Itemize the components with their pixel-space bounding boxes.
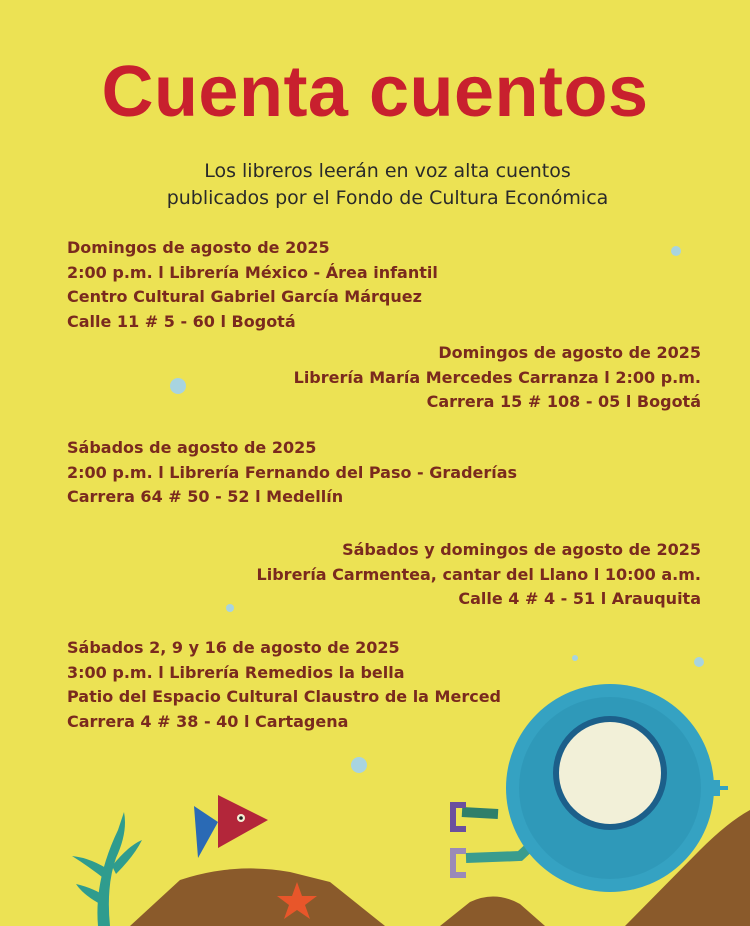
event-place: Patio del Espacio Cultural Claustro de la Merced	[67, 687, 501, 706]
event-date: Sábados de agosto de 2025	[67, 438, 317, 457]
poster-title: Cuenta cuentos	[101, 52, 649, 132]
event-venue: Librería Carmentea, cantar del Llano l 10:00 a.m.	[256, 564, 701, 584]
event-place: Centro Cultural Gabriel García Márquez	[67, 287, 422, 306]
event-venue: 2:00 p.m. l Librería Fernando del Paso - Graderías	[67, 462, 518, 482]
event-address: Carrera 15 # 108 - 05 l Bogotá	[426, 392, 701, 411]
event-date: Sábados 2, 9 y 16 de agosto de 2025	[67, 638, 400, 657]
subtitle-line: publicados por el Fondo de Cultura Económica	[166, 187, 609, 209]
event-address: Carrera 4 # 38 - 40 l Cartagena	[67, 711, 349, 731]
event-venue: 2:00 p.m. l Librería México - Área infantil	[67, 262, 438, 282]
event-date: Sábados y domingos de agosto de 2025	[342, 540, 701, 559]
event-bogota-libreria-mexico	[67, 236, 438, 334]
event-venue: 3:00 p.m. l Librería Remedios la bella	[67, 662, 405, 682]
event-cartagena-remedios-la-bella	[67, 636, 501, 734]
seaweed-icon	[72, 812, 142, 926]
event-address: Calle 4 # 4 - 51 l Arauquita	[458, 589, 701, 608]
fish-icon	[194, 795, 268, 858]
event-medellin-fernando-del-paso	[67, 436, 517, 510]
subtitle-line: Los libreros leerán en voz alta cuentos	[204, 160, 571, 182]
event-venue: Librería María Mercedes Carranza l 2:00 p.m.	[293, 367, 701, 387]
event-date: Domingos de agosto de 2025	[67, 238, 330, 257]
event-address: Carrera 64 # 50 - 52 l Medellín	[67, 487, 344, 506]
event-address: Calle 11 # 5 - 60 l Bogotá	[67, 311, 296, 331]
event-bogota-maria-mercedes-carranza	[294, 341, 701, 415]
event-arauquita-carmentea	[257, 538, 701, 612]
poster-subtitle	[0, 158, 750, 212]
event-date: Domingos de agosto de 2025	[438, 343, 701, 362]
